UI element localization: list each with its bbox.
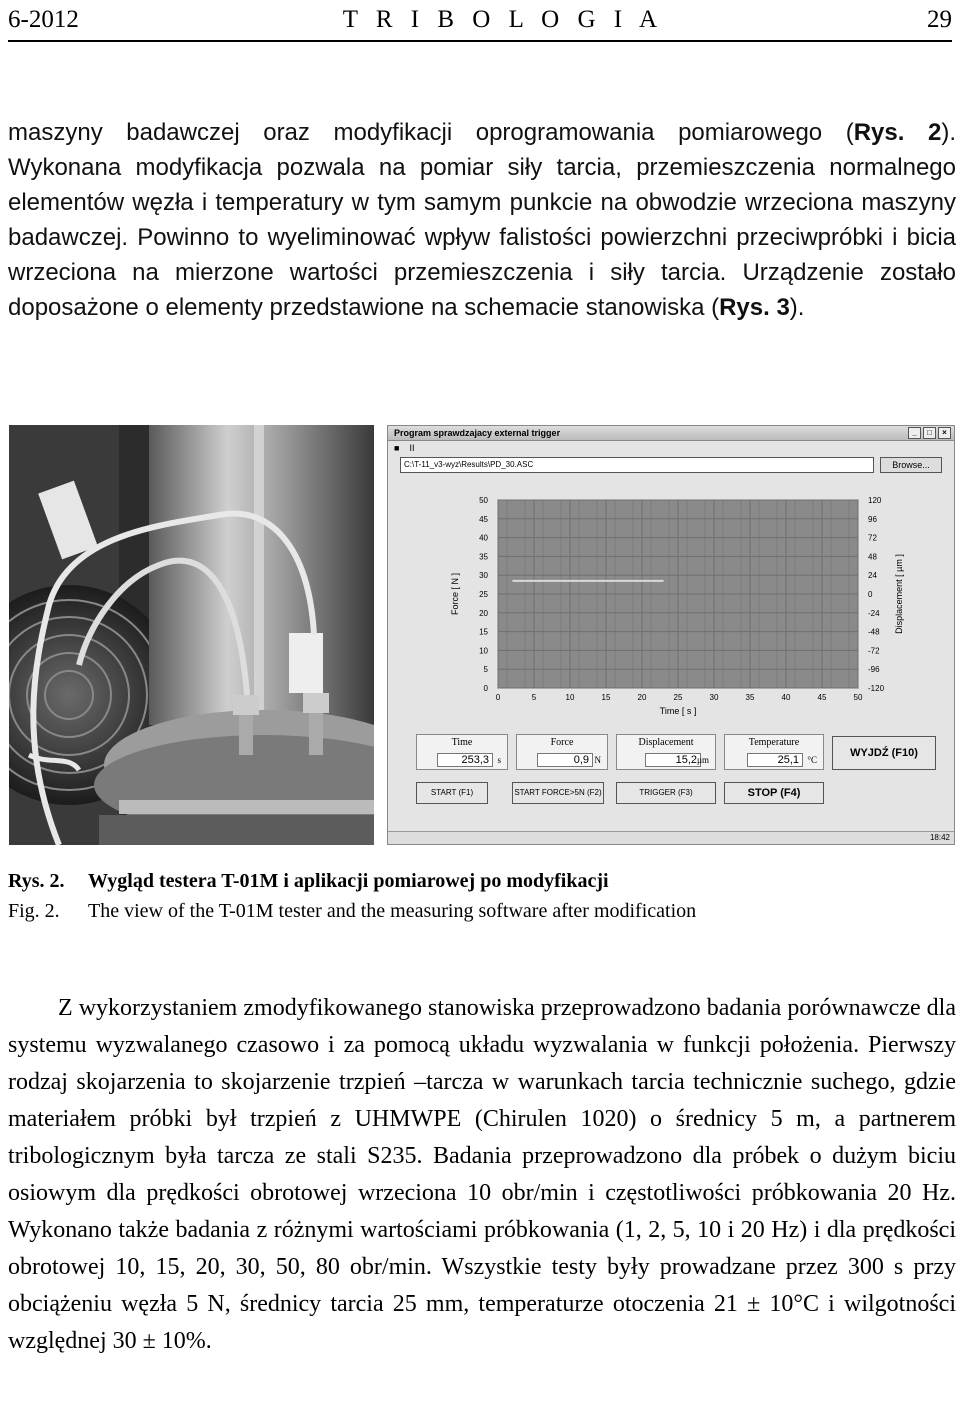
y-tick-label: 20 — [479, 608, 488, 618]
time-unit: s — [497, 755, 501, 765]
app-toolbar — [388, 441, 954, 455]
caption-polish-label: Rys. 2. — [8, 870, 65, 892]
tester-photo-drawing — [9, 425, 374, 845]
tester-photo — [9, 425, 374, 845]
caption-english — [8, 896, 696, 926]
start-force-button[interactable]: START FORCE>5N (F2) — [512, 782, 604, 804]
y-tick-label: 10 — [479, 646, 488, 656]
temperature-unit: °C — [807, 755, 817, 765]
window-titlebar — [388, 426, 954, 441]
caption-english-label: Fig. 2. — [8, 900, 60, 922]
force-label: Force — [550, 737, 574, 748]
x-tick-label: 45 — [817, 693, 827, 702]
y2-tick-label: -96 — [868, 665, 880, 675]
x-tick-label: 40 — [781, 693, 791, 702]
status-time: 18:42 — [929, 833, 950, 842]
window-title: Program sprawdzajacy external trigger — [394, 428, 561, 438]
figure-caption — [8, 866, 696, 926]
stop-icon[interactable]: ■ — [394, 443, 400, 453]
y2-tick-label: 120 — [868, 496, 882, 505]
x-tick-label: 5 — [531, 693, 537, 702]
temperature-panel — [724, 734, 824, 770]
displacement-panel — [616, 734, 716, 770]
time-panel — [416, 734, 508, 770]
time-value: 253,3 — [437, 753, 493, 767]
y2-axis-label: Displacement [ µm ] — [894, 554, 904, 634]
force-unit: N — [594, 755, 601, 765]
y2-tick-label: 24 — [868, 571, 877, 581]
displacement-unit: µm — [696, 755, 709, 765]
y-tick-label: 30 — [479, 571, 488, 581]
y-tick-label: 40 — [479, 533, 488, 543]
temperature-value: 25,1 — [747, 753, 803, 767]
stop-button[interactable]: STOP (F4) — [724, 782, 824, 804]
intro-text-3: ). — [789, 294, 805, 321]
trigger-button[interactable]: TRIGGER (F3) — [616, 782, 716, 804]
x-tick-label: 0 — [495, 693, 501, 702]
intro-text-2: ). Wykonana modyfikacja pozwala na pomiar siły tarcia, przemieszczenia normalnego elementów węzła i temperatury w tym samym punkcie na obwodzie wrzeciona maszyny badawczej. Powinno to wyeliminować wpływ falistości powierzchni przeciwpróbki i bicia wrzeciona na mierzone wartości przemieszczenia i siły tarcia. Urządzenie zostało doposażone o elementy przedstawione na schemacie stanowiska ( — [8, 119, 956, 321]
y-tick-label: 25 — [479, 590, 488, 599]
y-tick-label: 15 — [479, 627, 488, 637]
y-tick-label: 50 — [479, 496, 488, 505]
y2-tick-label: -48 — [868, 627, 880, 637]
caption-polish-text: Wygląd testera T-01M i aplikacji pomiarowej po modyfikacji — [88, 870, 609, 892]
y2-tick-label: 96 — [868, 514, 877, 524]
page-number: 29 — [926, 6, 952, 33]
x-tick-label: 30 — [709, 693, 719, 702]
file-path-row — [400, 457, 942, 473]
y2-tick-label: 0 — [868, 590, 873, 599]
figure-ref-3: Rys. 3 — [719, 294, 790, 321]
measurement-app-window — [387, 425, 955, 845]
y-tick-label: 35 — [479, 552, 488, 562]
exit-button[interactable]: WYJDŹ (F10) — [832, 736, 936, 770]
caption-english-text: The view of the T-01M tester and the measuring software after modification — [88, 900, 697, 922]
y-axis-label: Force [ N ] — [450, 572, 460, 616]
figure-ref-2: Rys. 2 — [853, 119, 942, 146]
journal-title: T R I B O L O G I A — [342, 6, 664, 33]
y2-tick-label: -120 — [868, 684, 885, 693]
force-panel — [516, 734, 608, 770]
y2-tick-label: 72 — [868, 533, 877, 543]
browse-button[interactable]: Browse... — [880, 457, 942, 473]
chart-area — [428, 486, 940, 726]
y-tick-label: 5 — [483, 665, 488, 675]
close-button[interactable]: × — [938, 427, 951, 439]
minimize-button[interactable]: _ — [908, 427, 921, 439]
y2-tick-label: -24 — [868, 608, 880, 618]
caption-polish — [8, 866, 696, 896]
x-tick-label: 10 — [565, 693, 575, 702]
force-displacement-chart — [428, 486, 940, 726]
time-label: Time — [451, 737, 473, 748]
figure-2 — [9, 425, 955, 845]
pause-icon[interactable]: II — [409, 443, 415, 453]
y-tick-label: 45 — [479, 514, 488, 524]
page-header — [8, 0, 952, 42]
x-tick-label: 20 — [637, 693, 647, 702]
body-paragraph: Z wykorzystaniem zmodyfikowanego stanowiska przeprowadzono badania porównawcze dla systemu wyzwalanego czasowo i za pomocą układu wyzwalania w funkcji położenia. Pierwszy rodzaj skojarzenia to skojarzenie trzpień –tarcza w warunkach tarcia technicznie suchego, gdzie materiałem próbki był trzpień z UHMWPE (Chirulen 1020) o średnicy 5 m, a partnerem tribologicznym była tarcza ze stali S235. Badania przeprowadzono dla próbek o dużym biciu osiowym dla prędkości obrotowej wrzeciona 10 obr/min i częstotliwości próbkowania 20 Hz. Wykonano także badania z różnymi wartościami próbkowania (1, 2, 5, 10 i 20 Hz) i dla prędkości obrotowej 10, 15, 20, 30, 50, 80 obr/min. Wszystkie testy były prowadzane przez 300 s przy obciążeniu węzła 5 N, średnicy tarcia 25 mm, temperaturze otoczenia 21 ± 10°C i wilgotności względnej 30 ± 10%. — [8, 995, 956, 1354]
file-path-input[interactable]: C:\T-11_v3-wyz\Results\PD_30.ASC — [400, 457, 874, 473]
y2-tick-label: 48 — [868, 552, 877, 562]
displacement-label: Displacement — [638, 737, 694, 748]
x-tick-label: 25 — [673, 693, 683, 702]
x-tick-label: 35 — [745, 693, 755, 702]
y-tick-label: 0 — [483, 684, 488, 693]
intro-paragraph — [8, 115, 956, 325]
start-button[interactable]: START (F1) — [416, 782, 488, 804]
maximize-button[interactable]: □ — [923, 427, 936, 439]
x-tick-label: 15 — [601, 693, 611, 702]
intro-text-1: maszyny badawczej oraz modyfikacji oprogramowania pomiarowego ( — [8, 119, 854, 146]
status-bar — [388, 831, 954, 844]
x-tick-label: 50 — [853, 693, 863, 702]
y2-tick-label: -72 — [868, 646, 880, 656]
x-axis-label: Time [ s ] — [659, 706, 697, 716]
temperature-label: Temperature — [748, 737, 800, 748]
force-value: 0,9 — [537, 753, 593, 767]
issue-number: 6-2012 — [8, 6, 79, 33]
displacement-value: 15,2 — [645, 753, 701, 767]
